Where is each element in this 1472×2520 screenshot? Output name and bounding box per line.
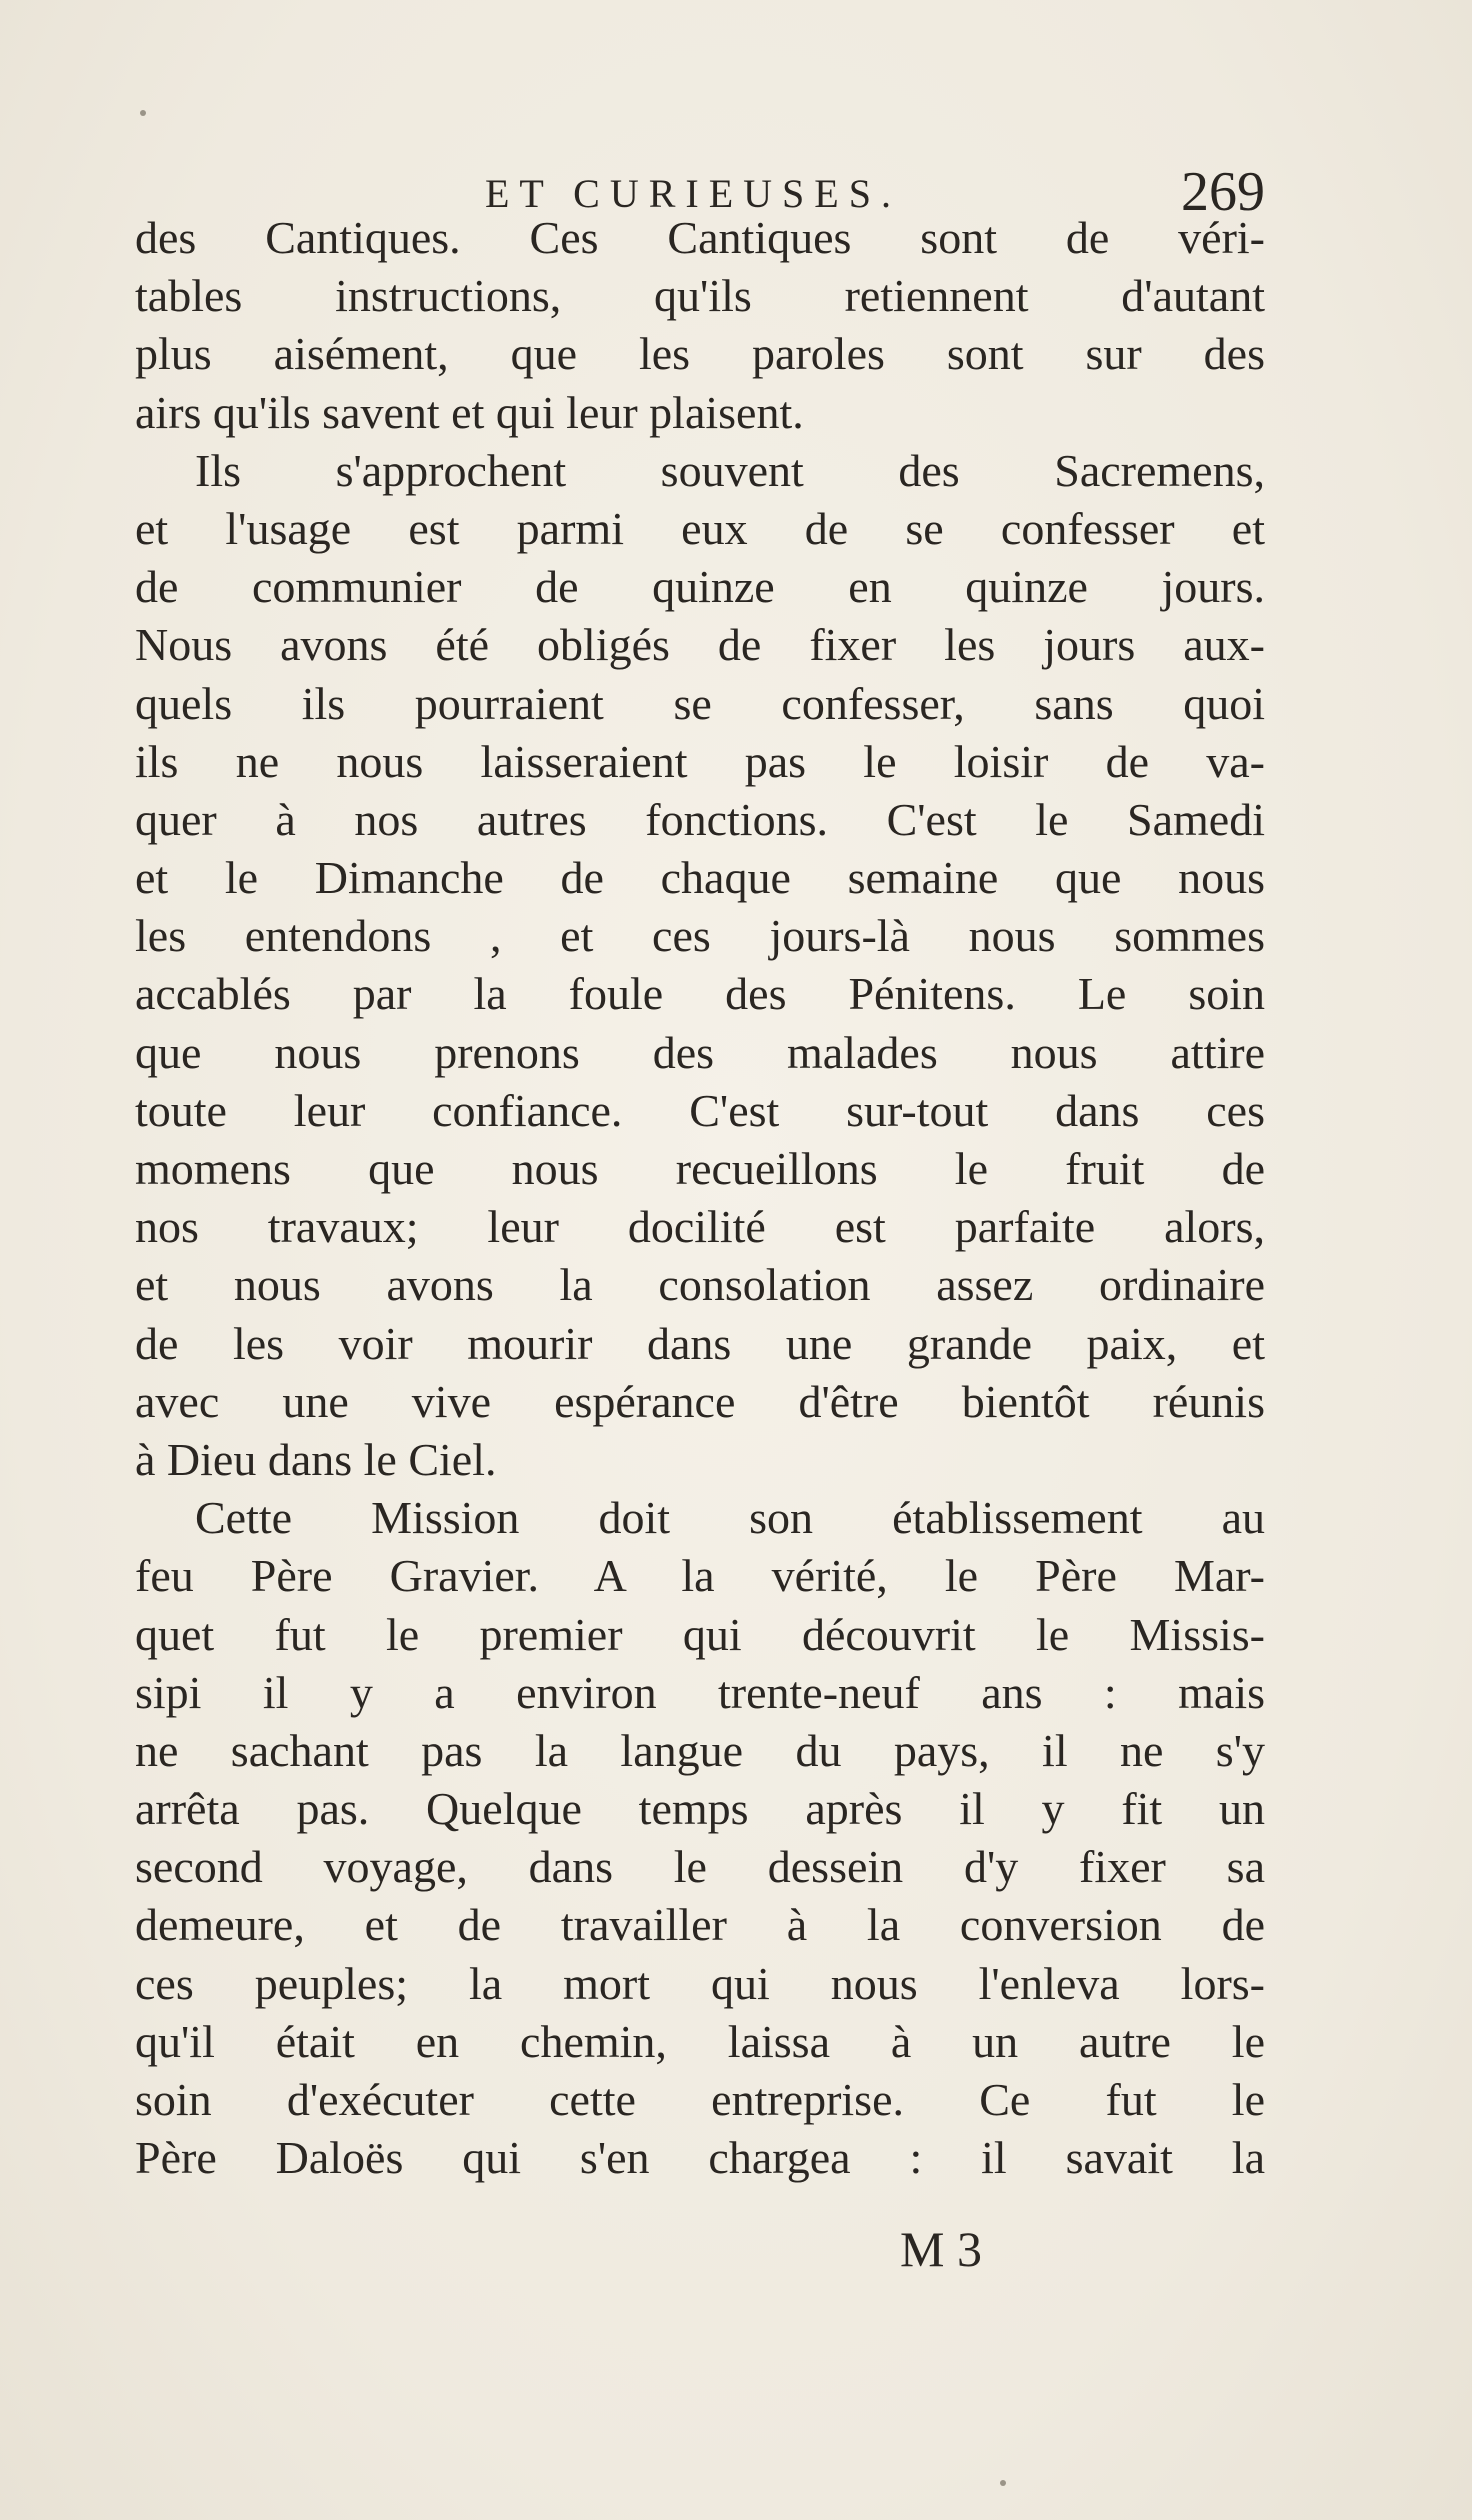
text-line: second voyage, dans le dessein d'y fixer sa xyxy=(135,1841,1265,1893)
signature-mark: M 3 xyxy=(900,2221,982,2277)
text-line: toute leur confiance. C'est sur-tout dans ces xyxy=(135,1084,1265,1136)
page-number: 269 xyxy=(1181,161,1265,223)
text-line: avec une vive espérance d'être bientôt réunis xyxy=(135,1375,1265,1427)
text-line: Nous avons été obligés de fixer les jours aux- xyxy=(135,619,1265,671)
text-line: quet fut le premier qui découvrit le Missis- xyxy=(135,1608,1265,1660)
text-line: Ils s'approchent souvent des Sacremens, xyxy=(195,444,1265,496)
text-line: et nous avons la consolation assez ordinaire xyxy=(135,1259,1265,1311)
text-line: ne sachant pas la langue du pays, il ne s'y xyxy=(135,1724,1265,1776)
text-line: de les voir mourir dans une grande paix, et xyxy=(135,1317,1265,1369)
paper-speck xyxy=(140,110,146,116)
text-line: sipi il y a environ trente-neuf ans : mais xyxy=(135,1666,1265,1718)
text-line: et l'usage est parmi eux de se confesser et xyxy=(135,502,1265,554)
text-line: à Dieu dans le Ciel. xyxy=(135,1433,497,1485)
text-line: nos travaux; leur docilité est parfaite alors, xyxy=(135,1201,1265,1253)
text-line: ils ne nous laisseraient pas le loisir de va- xyxy=(135,735,1265,787)
text-line: que nous prenons des malades nous attire xyxy=(135,1026,1265,1078)
running-title: ET CURIEUSES. xyxy=(485,171,901,216)
text-line: les entendons , et ces jours-là nous sommes xyxy=(135,910,1265,962)
text-line: soin d'exécuter cette entreprise. Ce fut le xyxy=(135,2074,1265,2125)
text-line: ces peuples; la mort qui nous l'enleva lors- xyxy=(135,1957,1265,2009)
text-line: accablés par la foule des Pénitens. Le soin xyxy=(135,968,1265,1020)
text-line: feu Père Gravier. A la vérité, le Père Mar- xyxy=(135,1550,1265,1602)
body-text xyxy=(135,209,1265,2187)
text-line: qu'il était en chemin, laissa à un autre le xyxy=(135,2015,1265,2067)
text-line: arrêta pas. Quelque temps après il y fit un xyxy=(135,1783,1265,1835)
text-line: tables instructions, qu'ils retiennent d'autant xyxy=(135,270,1265,322)
text-line: et le Dimanche de chaque semaine que nous xyxy=(135,852,1265,904)
text-line: plus aisément, que les paroles sont sur des xyxy=(135,328,1265,380)
text-line: quels ils pourraient se confesser, sans quoi xyxy=(135,677,1265,729)
text-line: de communier de quinze en quinze jours. xyxy=(135,561,1265,613)
text-line: quer à nos autres fonctions. C'est le Samedi xyxy=(135,793,1265,845)
text-line: airs qu'ils savent et qui leur plaisent. xyxy=(135,386,804,438)
text-line: Cette Mission doit son établissement au xyxy=(195,1492,1265,1544)
paper-speck xyxy=(1000,2480,1006,2486)
text-line: momens que nous recueillons le fruit de xyxy=(135,1143,1265,1194)
text-line: demeure, et de travailler à la conversion de xyxy=(135,1899,1265,1951)
text-line: des Cantiques. Ces Cantiques sont de véri- xyxy=(135,212,1265,263)
text-line: Père Daloës qui s'en chargea : il savait la xyxy=(135,2132,1265,2184)
